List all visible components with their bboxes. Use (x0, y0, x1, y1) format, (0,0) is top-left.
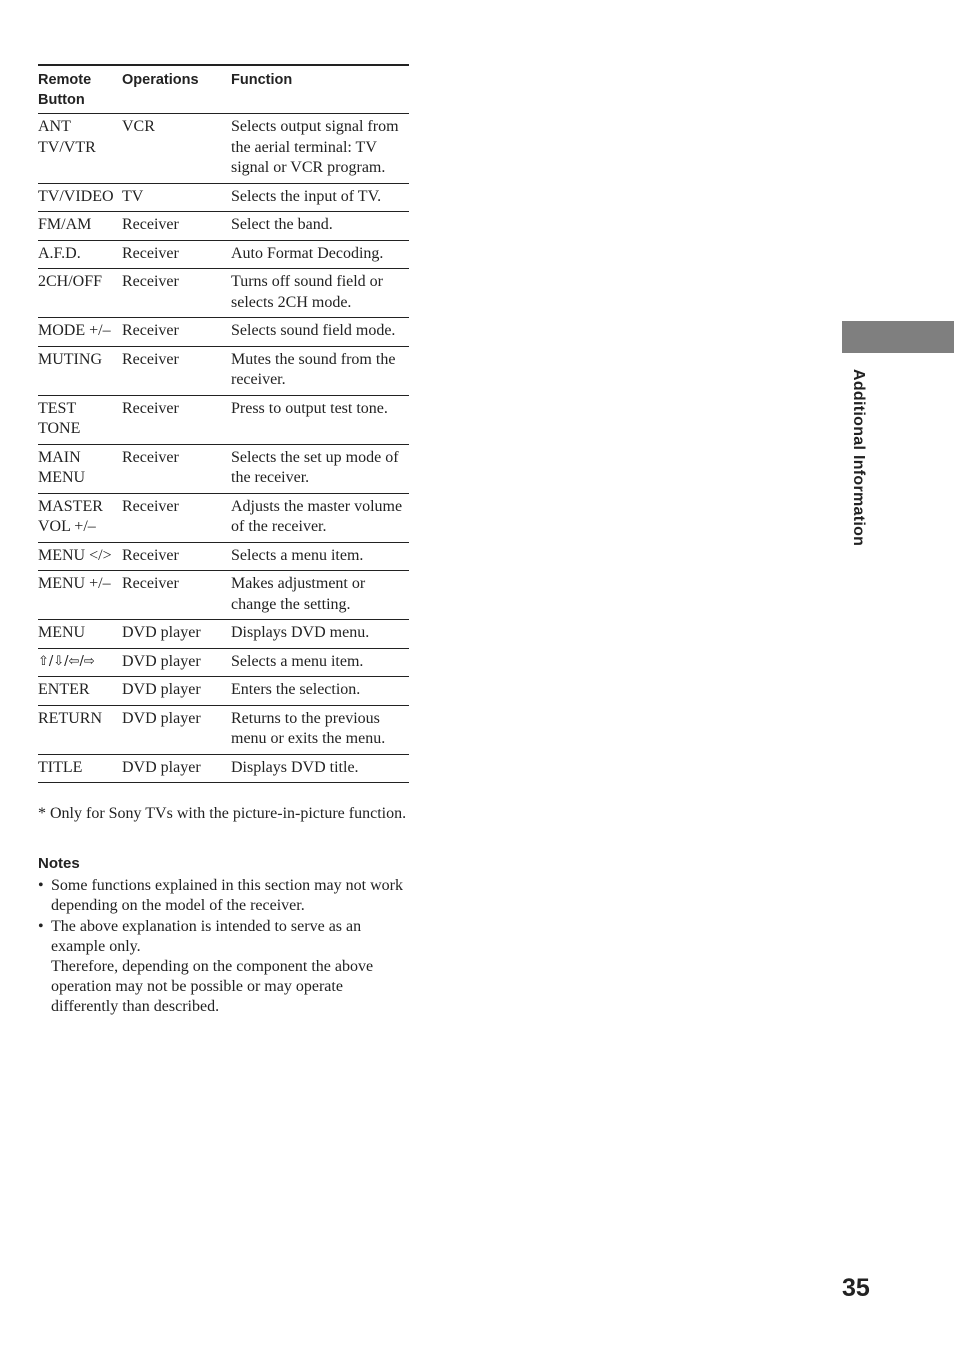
cell-operations: DVD player (122, 677, 231, 706)
cell-operations: Receiver (122, 571, 231, 620)
cell-operations: Receiver (122, 346, 231, 395)
table-row (38, 493, 409, 542)
cell-function: Selects a menu item. (231, 648, 409, 677)
cell-function: Displays DVD title. (231, 754, 409, 783)
cell-operations: Receiver (122, 493, 231, 542)
note-continuation: Therefore, depending on the component the above operation may not be possible or may operate differently than described. (51, 958, 374, 1015)
list-item (38, 917, 403, 1017)
cell-operations: DVD player (122, 620, 231, 649)
notes-heading: Notes (38, 855, 80, 872)
table-row (38, 648, 409, 677)
cell-function: Selects a menu item. (231, 542, 409, 571)
cell-button: MUTING (38, 346, 122, 395)
cell-operations: Receiver (122, 269, 231, 318)
cell-button: MODE +/– (38, 318, 122, 347)
table-row (38, 183, 409, 212)
cell-operations: VCR (122, 114, 231, 184)
remote-button-table (38, 64, 409, 783)
cell-button: ENTER (38, 677, 122, 706)
bullet-icon: • (38, 918, 44, 935)
page-number: 35 (842, 1274, 870, 1302)
table-row (38, 571, 409, 620)
header-remote-button: Remote Button (38, 65, 122, 114)
cell-button: 2CH/OFF (38, 269, 122, 318)
cell-button: A.F.D. (38, 240, 122, 269)
cell-button: MENU +/– (38, 571, 122, 620)
cell-operations: Receiver (122, 212, 231, 241)
cell-function: Selects the set up mode of the receiver. (231, 444, 409, 493)
cell-button-arrow-icons: ⇧/⇩/⇦/⇨ (38, 648, 122, 677)
cell-function: Displays DVD menu. (231, 620, 409, 649)
cell-operations: Receiver (122, 395, 231, 444)
cell-operations: Receiver (122, 444, 231, 493)
cell-button: TITLE (38, 754, 122, 783)
cell-function: Selects output signal from the aerial terminal: TV signal or VCR program. (231, 114, 409, 184)
cell-button: MENU (38, 620, 122, 649)
table-row (38, 240, 409, 269)
table-row (38, 212, 409, 241)
remote-button-table-container (38, 64, 409, 783)
cell-function: Mutes the sound from the receiver. (231, 346, 409, 395)
list-item (38, 876, 403, 916)
cell-operations: Receiver (122, 318, 231, 347)
table-row (38, 754, 409, 783)
cell-button: MENU </> (38, 542, 122, 571)
footnote: * Only for Sony TVs with the picture-in-picture function. (38, 805, 407, 822)
section-tab-marker (842, 321, 954, 353)
cell-function: Adjusts the master volume of the receiver. (231, 493, 409, 542)
cell-function: Makes adjustment or change the setting. (231, 571, 409, 620)
section-label: Additional Information (850, 369, 867, 547)
header-operations: Operations (122, 65, 231, 114)
cell-function: Auto Format Decoding. (231, 240, 409, 269)
table-row (38, 318, 409, 347)
cell-function: Turns off sound field or selects 2CH mode. (231, 269, 409, 318)
table-row (38, 346, 409, 395)
cell-operations: DVD player (122, 754, 231, 783)
note-text: The above explanation is intended to serve as an example only. (51, 918, 362, 955)
cell-operations: DVD player (122, 648, 231, 677)
table-row (38, 705, 409, 754)
table-row (38, 269, 409, 318)
table-header-row (38, 65, 409, 114)
table-row (38, 114, 409, 184)
cell-button: MAIN MENU (38, 444, 122, 493)
cell-function: Selects the input of TV. (231, 183, 409, 212)
cell-operations: Receiver (122, 542, 231, 571)
cell-button: FM/AM (38, 212, 122, 241)
table-row (38, 677, 409, 706)
table-row (38, 542, 409, 571)
cell-operations: DVD player (122, 705, 231, 754)
cell-operations: Receiver (122, 240, 231, 269)
table-row (38, 395, 409, 444)
cell-function: Select the band. (231, 212, 409, 241)
cell-function: Returns to the previous menu or exits the menu. (231, 705, 409, 754)
table-row (38, 620, 409, 649)
cell-operations: TV (122, 183, 231, 212)
cell-button: TEST TONE (38, 395, 122, 444)
cell-function: Selects sound field mode. (231, 318, 409, 347)
cell-function: Press to output test tone. (231, 395, 409, 444)
cell-function: Enters the selection. (231, 677, 409, 706)
cell-button: ANT TV/VTR (38, 114, 122, 184)
table-row (38, 444, 409, 493)
note-text: Some functions explained in this section may not work depending on the model of the receiver. (51, 877, 403, 914)
cell-button: RETURN (38, 705, 122, 754)
bullet-icon: • (38, 877, 44, 894)
header-function: Function (231, 65, 409, 114)
cell-button: MASTER VOL +/– (38, 493, 122, 542)
notes-list (38, 876, 403, 1018)
cell-button: TV/VIDEO (38, 183, 122, 212)
